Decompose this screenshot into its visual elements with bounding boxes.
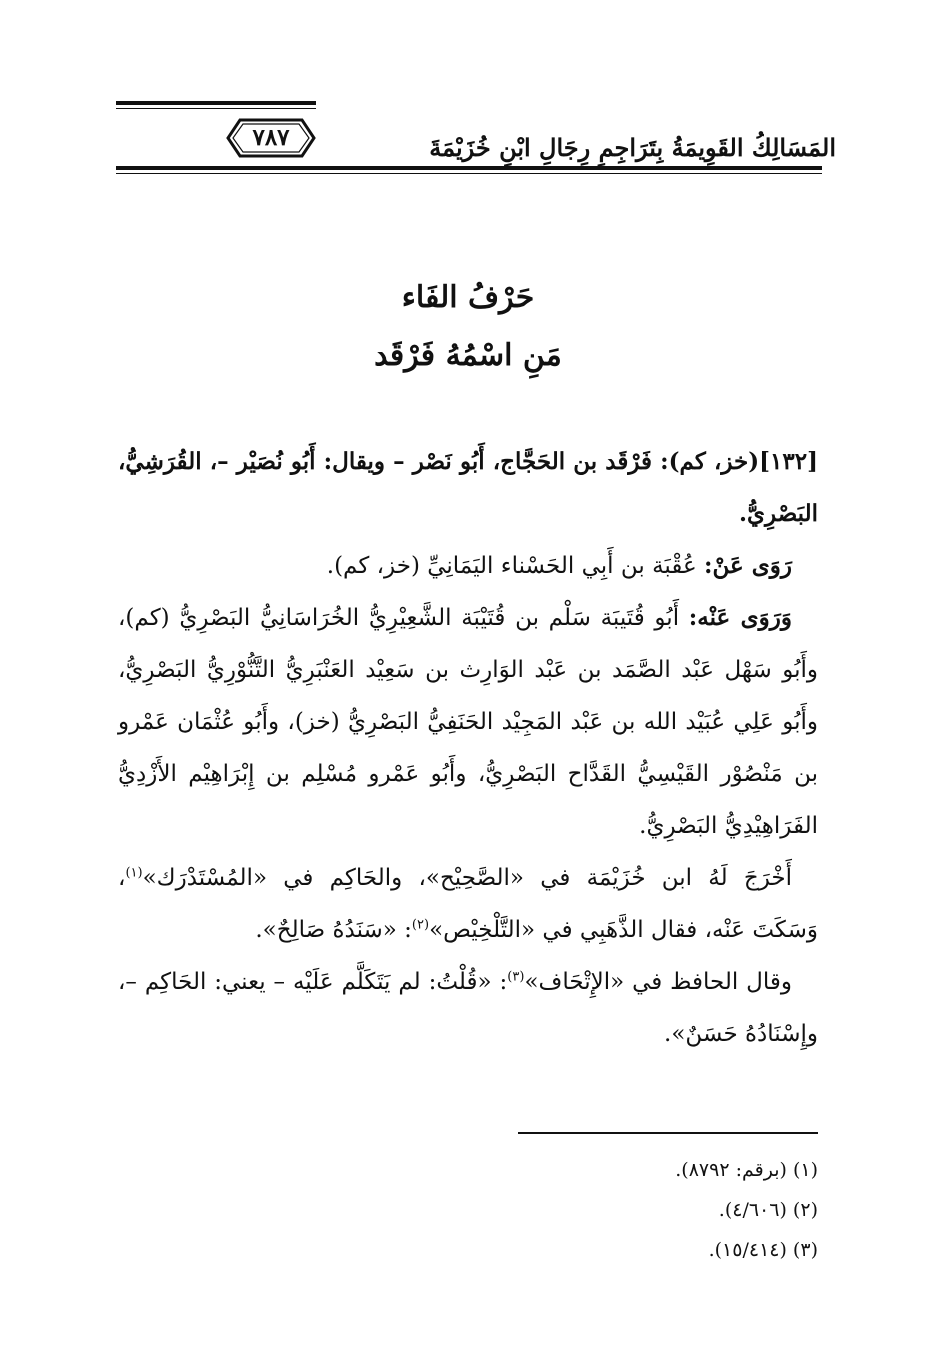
running-header-title: المَسَالِكُ القَوِيمَةُ بِتَرَاجِمِ رِجَالِ ابْنِ خُزَيْمَةَ bbox=[429, 133, 836, 162]
chapter-heading: حَرْفُ الفَاء bbox=[401, 280, 535, 315]
takhrij-text-1: أَخْرَجَ لَهُ ابن خُزَيْمَة في «الصَّحِيْح»، والحَاكِم في «المُسْتَدْرَك» bbox=[142, 865, 792, 891]
hafiz-text-2: : «قُلْتُ: لم يَتَكَلَّم عَلَيْه – يعني: الحَاكِم –، وإِسْنَادُهُ حَسَنٌ». bbox=[118, 969, 818, 1047]
entry-title-text: (خز، كم): فَرْقَد بن الحَجَّاج، أَبُو نَصْر – ويقال: أَبُو نُصَيْر –، القُرَشِيُّ، البَصْرِيُّ. bbox=[118, 448, 818, 527]
entry-header-paragraph bbox=[118, 436, 818, 540]
takhrij-text-2: ، وَسَكَتَ عَنْه، فقال الذَّهَبِي في «التَّلْخِيْص» bbox=[118, 865, 818, 943]
takhrij-paragraph bbox=[118, 852, 818, 956]
header-bottom-rule-left-thin bbox=[116, 173, 232, 174]
footnote-ref-3[interactable]: (٣) bbox=[507, 969, 525, 985]
section-heading: مَنِ اسْمُهُ فَرْقَد bbox=[374, 338, 562, 373]
footnote-2: (٢) (٤/٦٠٦). bbox=[718, 1199, 818, 1221]
hafiz-text-1: وقال الحافظ في «الإِتْحَاف» bbox=[524, 969, 793, 995]
takhrij-text-3: : «سَنَدُهُ صَالِحٌ». bbox=[255, 917, 412, 943]
footnotes bbox=[458, 1150, 818, 1270]
header-top-rule-thin bbox=[116, 108, 316, 109]
footnote-3: (٣) (١٥/٤١٤). bbox=[708, 1239, 818, 1261]
page-number-badge bbox=[226, 118, 316, 158]
footnote-ref-1[interactable]: (١) bbox=[125, 865, 143, 881]
header-bottom-rule-thick bbox=[232, 166, 822, 170]
entry-body bbox=[118, 436, 818, 1060]
narrated-by-text: أَبُو قُتَيبَة سَلْم بن قُتَيْبَة الشَّعِيْرِيُّ الخُرَاسَانِيُّ البَصْرِيُّ (كم)، وأَبُو سَهْل عَبْد الصَّمَد بن عَبْد الوَارِث بن سَعِيْد العَنْبَرِيُّ التَّنُّوْرِيُّ البَصْرِيُّ، وأَبُو عَلِي عُبَيْد الله بن عَبْد المَجِيْد الحَنَفِيُّ البَصْرِيُّ (خز)، وأَبُو عُثْمَان عَمْرو بن مَنْصُوْر القَيْسِيُّ القَدَّاح البَصْرِيُّ، وأَبُو عَمْرو مُسْلِم بن إِبْرَاهِيْم الأَزْدِيُّ الفَرَاهِيْدِيُّ البَصْرِيُّ. bbox=[118, 605, 818, 839]
footnote-ref-2[interactable]: (٢) bbox=[411, 917, 430, 933]
page-number: ٧٨٧ bbox=[252, 124, 290, 151]
narrated-by-label: وَرَوَى عَنْه: bbox=[688, 604, 793, 631]
entry-number: [١٣٢] bbox=[759, 448, 818, 475]
narrated-by-paragraph bbox=[118, 592, 818, 852]
header-top-rule bbox=[116, 101, 316, 105]
hafiz-paragraph bbox=[118, 956, 818, 1060]
narrated-from-label: رَوَى عَنْ: bbox=[704, 552, 792, 579]
footnote-separator bbox=[518, 1132, 818, 1134]
header-bottom-rule-left bbox=[116, 166, 232, 170]
header-bottom-rule-thin bbox=[232, 173, 822, 174]
narrated-from-text: عُقْبَة بن أَبِي الحَسْناء اليَمَانِيِّ (خز، كم). bbox=[326, 553, 697, 579]
footnote-1: (١) (برقم: ٨٧٩٢). bbox=[675, 1159, 818, 1181]
narrated-from-paragraph bbox=[118, 540, 818, 592]
